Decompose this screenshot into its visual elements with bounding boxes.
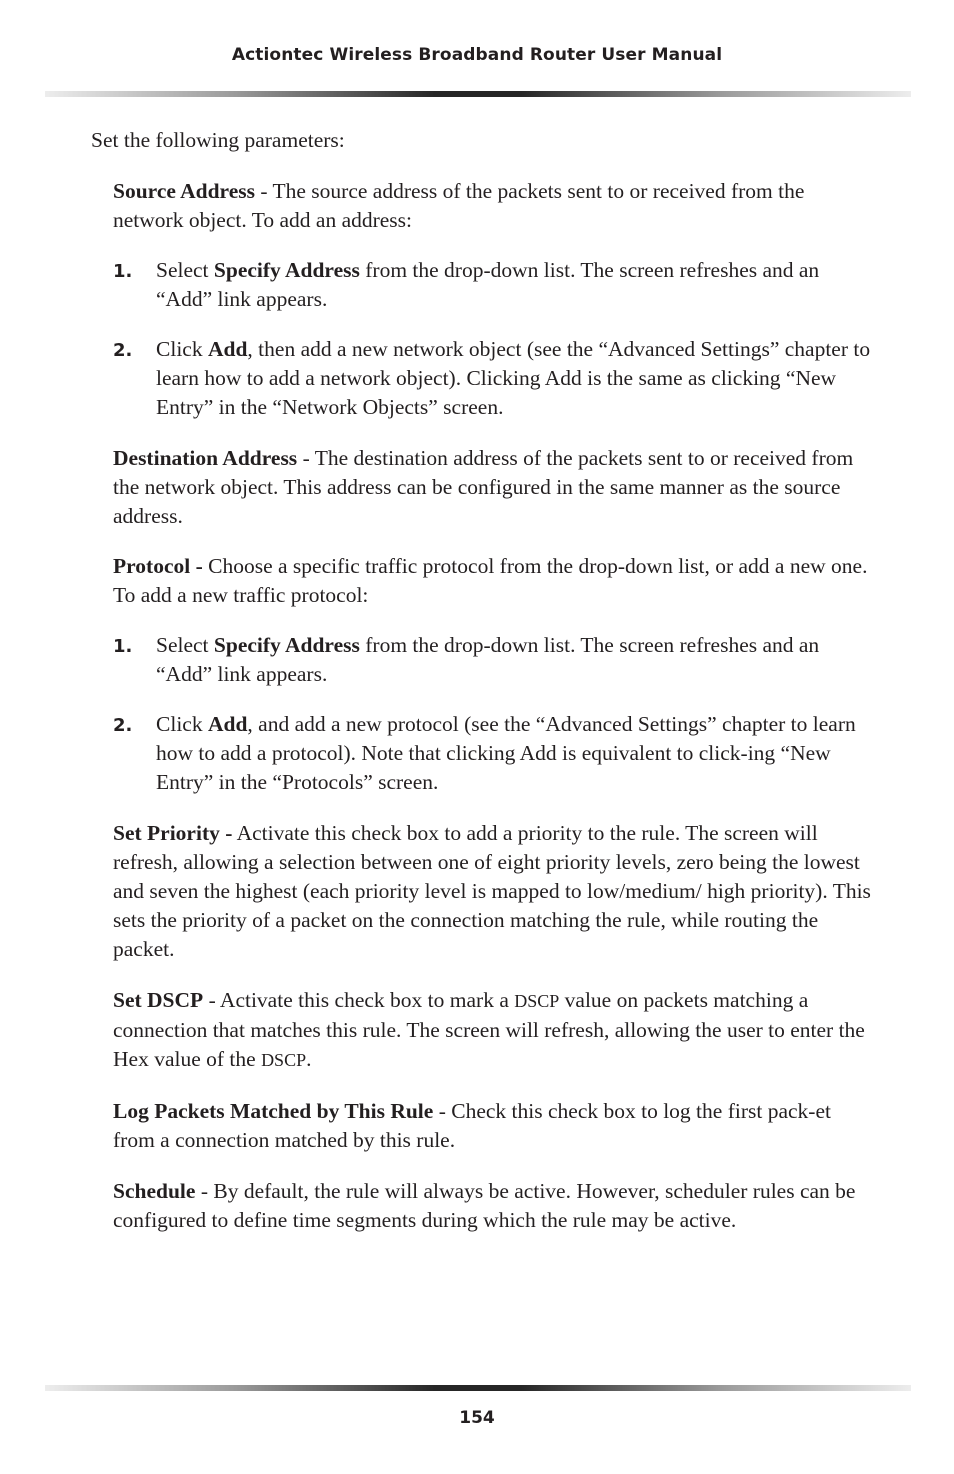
step-number: 2.: [113, 715, 133, 736]
manual-title: Actiontec Wireless Broadband Router User Manual: [231, 45, 723, 65]
step-number: 1.: [113, 261, 133, 282]
protocol-term: Protocol -: [113, 554, 203, 578]
source-address-description: - The source address of the packets sent to or received from the network object. To add an address:: [113, 179, 805, 232]
schedule-term: Schedule: [113, 1179, 196, 1203]
set-dscp-term: Set DSCP: [113, 988, 204, 1012]
source-address-paragraph: [113, 177, 873, 235]
source-address-term: Source Address: [113, 179, 255, 203]
list-item: [113, 710, 873, 797]
intro-text: Set the following parameters:: [91, 128, 345, 152]
page-body: [0, 126, 954, 1235]
header-divider: [45, 91, 911, 97]
page-number: 154: [459, 1408, 495, 1428]
log-packets-paragraph: [113, 1097, 873, 1155]
schedule-description: - By default, the rule will always be active. However, scheduler rules can be configured to define time segments during which the rule may be active.: [113, 1179, 856, 1232]
protocol-steps: [113, 631, 873, 797]
log-packets-term: Log Packets Matched by This Rule: [113, 1099, 434, 1123]
set-priority-paragraph: [113, 819, 873, 964]
set-dscp-paragraph: Set DSCP - Activate this check box to mark a DSCP value on packets matching a connection that matches this rule. The screen will refresh, allowing the user to enter the Hex value of the DSCP.: [113, 988, 865, 1071]
destination-address-term: Destination Address: [113, 446, 298, 470]
protocol-description: Choose a specific traffic protocol from the drop-down list, or add a new one. To add a new traffic protocol:: [113, 554, 868, 607]
step-number: 1.: [113, 636, 133, 657]
destination-address-paragraph: [113, 444, 873, 531]
step-number: 2.: [113, 340, 133, 361]
log-packets-description: - Check this check box to log the first pack-et from a connection matched by this rule.: [113, 1099, 831, 1152]
step-text: Click Add, then add a new network object (see the “Advanced Settings” chapter to learn how to add a network object). Clicking Add is the same as clicking “New Entry” in the “Network Objects” screen.: [156, 337, 871, 419]
footer-divider: [45, 1385, 911, 1391]
list-item: [113, 335, 873, 422]
set-priority-description: Activate this check box to add a priority to the rule. The screen will refresh, allowing a selection between one of eight priority levels, zero being the lowest and seven the highest (each priority level is mapped to low/medium/ high priority). This sets the priority of a packet on the connection matching the rule, while routing the packet.: [113, 821, 871, 961]
source-address-steps: [113, 256, 873, 422]
list-item: [113, 631, 873, 689]
step-text: Select Specify Address from the drop-down list. The screen refreshes and an “Add” link appears.: [156, 258, 820, 311]
step-text: Click Add, and add a new protocol (see the “Advanced Settings” chapter to learn how to add a protocol). Note that clicking Add is equivalent to click-ing “New Entry” in the “Protocols” screen.: [156, 712, 856, 794]
protocol-paragraph: [113, 552, 873, 610]
destination-address-description: - The destination address of the packets sent to or received from the network object. This address can be configured in the same manner as the source address.: [113, 446, 854, 528]
schedule-paragraph: [113, 1177, 873, 1235]
step-text: Select Specify Address from the drop-down list. The screen refreshes and an “Add” link appears.: [156, 633, 820, 686]
list-item: [113, 256, 873, 314]
dscp-abbr: DSCP: [261, 1050, 307, 1070]
set-priority-term: Set Priority -: [113, 821, 233, 845]
dscp-abbr: DSCP: [514, 991, 560, 1011]
